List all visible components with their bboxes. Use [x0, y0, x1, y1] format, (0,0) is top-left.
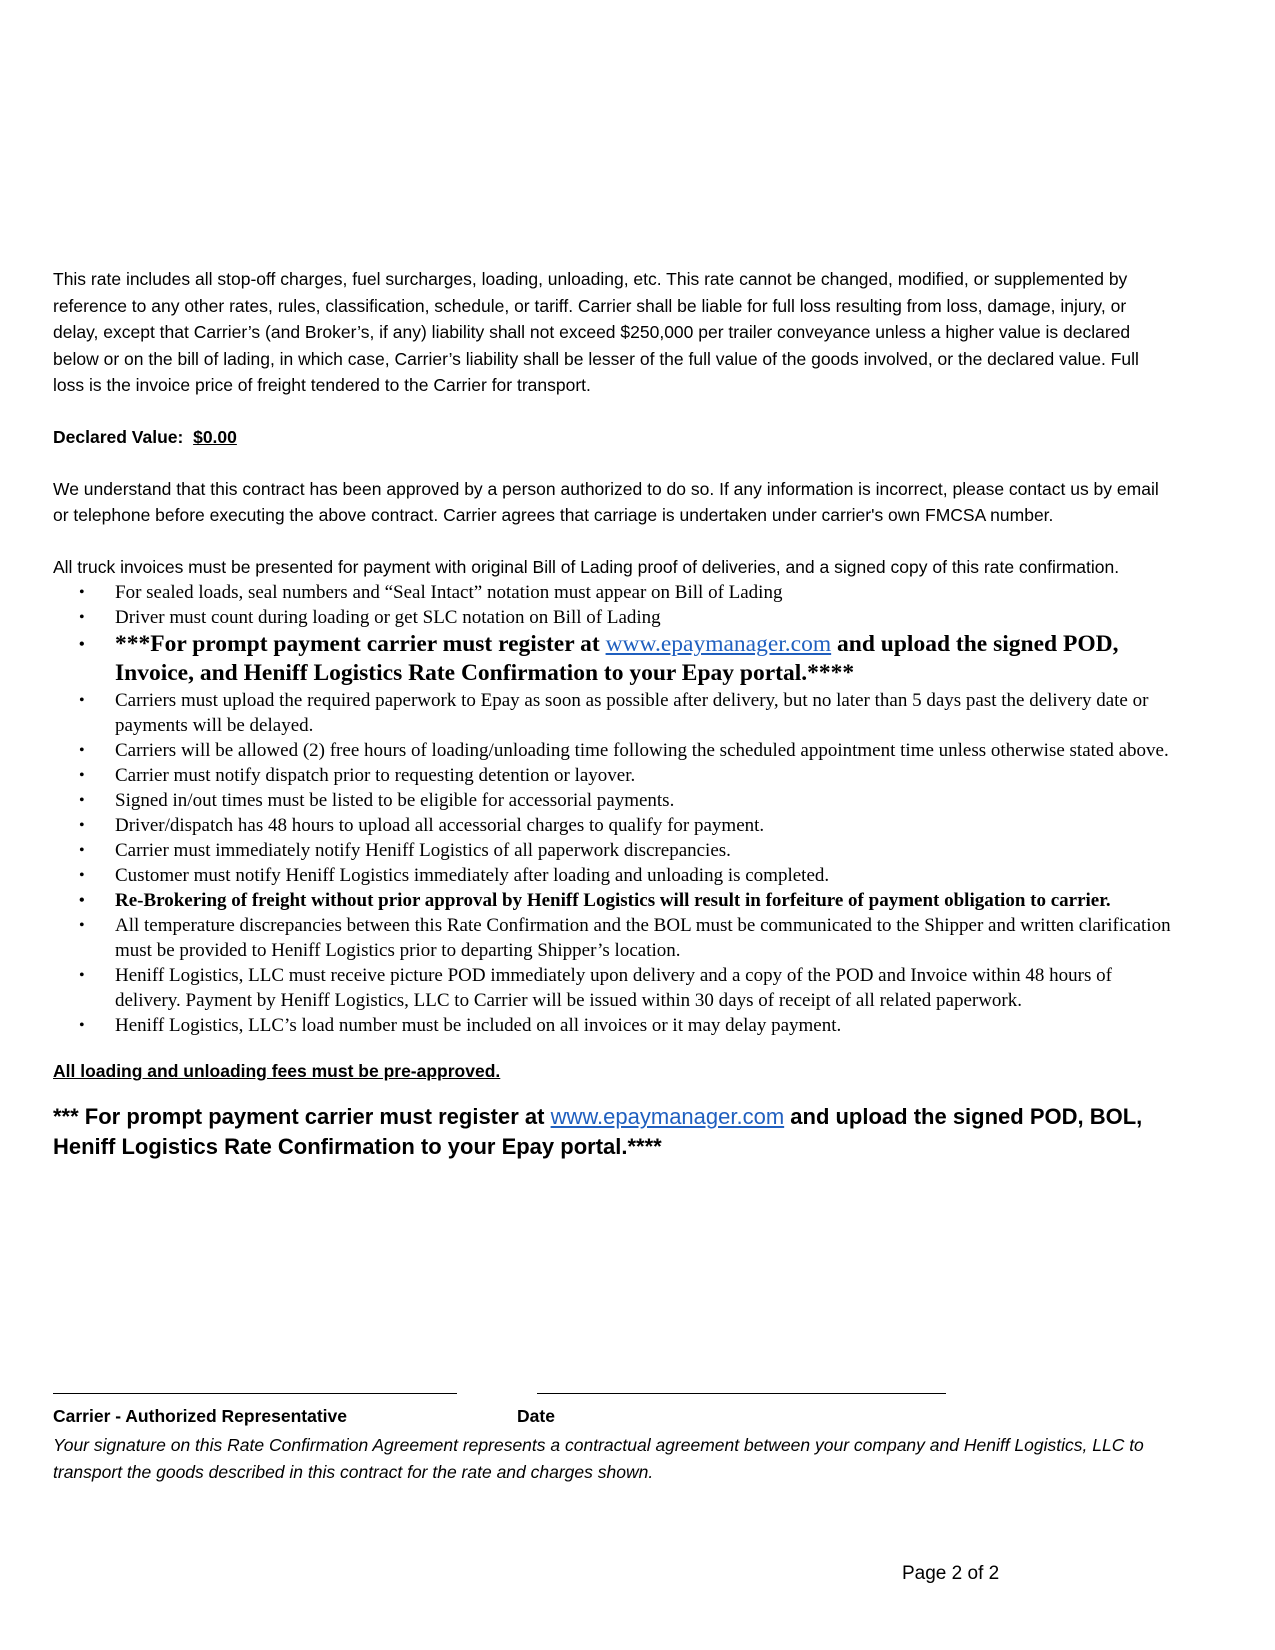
list-item-prompt-payment [53, 630, 1173, 688]
list-item: • Customer must notify Heniff Logistics immediately after loading and unloading is completed. [53, 863, 1173, 888]
epaymanager-link[interactable]: www.epaymanager.com [605, 631, 832, 658]
list-item: • Heniff Logistics, LLC must receive picture POD immediately upon delivery and a copy of the POD and Invoice within 48 hours of delivery. Payment by Heniff Logistics, LLC to Carrier will be issued within 30 days of receipt of all related paperwork. [53, 963, 1173, 1013]
list-item: • Carriers must upload the required paperwork to Epay as soon as possible after delivery, but no later than 5 days past the delivery date or payments will be delayed. [53, 688, 1173, 738]
list-item: • Heniff Logistics, LLC’s load number must be included on all invoices or it may delay payment. [53, 1013, 1173, 1038]
list-item: • Carriers will be allowed (2) free hours of loading/unloading time following the scheduled appointment time unless otherwise stated above. [53, 738, 1173, 763]
list-item: • Carrier must immediately notify Heniff Logistics of all paperwork discrepancies. [53, 838, 1173, 863]
declared-value [53, 424, 1173, 451]
prompt-payment-notice [53, 1102, 1173, 1162]
requirements-list [53, 580, 1173, 1038]
signature-lines [53, 1393, 953, 1395]
document-body [53, 266, 1173, 1162]
authorization-paragraph: We understand that this contract has been approved by a person authorized to do so. If any information is incorrect, please contact us by email or telephone before executing the above contract. Carrier agrees that carriage is undertaken under carrier's own FMCSA number. [53, 478, 1159, 526]
list-item: • Signed in/out times must be listed to be eligible for accessorial payments. [53, 788, 1173, 813]
signature-note: Your signature on this Rate Confirmation Agreement represents a contractual agreement between your company and Heniff Logistics, LLC to transport the goods described in this contract for the rate and charges shown. [53, 1435, 1144, 1482]
invoice-paragraph: All truck invoices must be presented for payment with original Bill of Lading proof of deliveries, and a signed copy of this rate confirmation. [53, 556, 1120, 577]
carrier-signature-line[interactable] [53, 1393, 457, 1394]
prompt-payment-after: and upload the signed POD, BOL, Heniff Logistics Rate Confirmation to your Epay portal.**** [53, 1104, 1143, 1160]
list-item: • Driver/dispatch has 48 hours to upload all accessorial charges to qualify for payment. [53, 813, 1173, 838]
prompt-text-after: and upload the signed POD, Invoice, and Heniff Logistics Rate Confirmation to your Epay portal.**** [115, 631, 1119, 687]
date-signature-line[interactable] [537, 1393, 946, 1394]
intro-paragraph: This rate includes all stop-off charges, fuel surcharges, loading, unloading, etc. This rate cannot be changed, modified, or supplemented by reference to any other rates, rules, classification, schedule, or tariff. Carrier shall be liable for full loss resulting from loss, damage, injury, or delay, except that Carrier’s (and Broker’s, if any) liability shall not exceed $250,000 per trailer conveyance unless a higher value is declared below or on the bill of lading, in which case, Carrier’s liability shall be lesser of the full value of the goods involved, or the declared value. Full loss is the invoice price of freight tendered to the Carrier for transport. [53, 269, 1139, 396]
list-item: • Re-Brokering of freight without prior approval by Heniff Logistics will result in forfeiture of payment obligation to carrier. [53, 888, 1173, 913]
declared-value-label: Declared Value: [53, 426, 184, 447]
prompt-payment-before: *** For prompt payment carrier must register at [53, 1104, 551, 1130]
prompt-text-before: ***For prompt payment carrier must register at [115, 631, 606, 658]
list-item: • For sealed loads, seal numbers and “Seal Intact” notation must appear on Bill of Lading [53, 580, 1173, 605]
carrier-representative-label: Carrier - Authorized Representative [53, 1406, 348, 1426]
fees-notice: All loading and unloading fees must be pre-approved. [53, 1061, 501, 1082]
date-label: Date [517, 1406, 555, 1426]
list-item: • Driver must count during loading or get SLC notation on Bill of Lading [53, 605, 1173, 630]
declared-value-amount: $0.00 [193, 426, 237, 447]
epaymanager-link[interactable]: www.epaymanager.com [550, 1104, 785, 1130]
list-item: • All temperature discrepancies between this Rate Confirmation and the BOL must be communicated to the Shipper and written clarification must be provided to Heniff Logistics prior to departing Shipper’s location. [53, 913, 1173, 963]
list-item: • Carrier must notify dispatch prior to requesting detention or layover. [53, 763, 1173, 788]
page-number: Page 2 of 2 [902, 1563, 1000, 1584]
